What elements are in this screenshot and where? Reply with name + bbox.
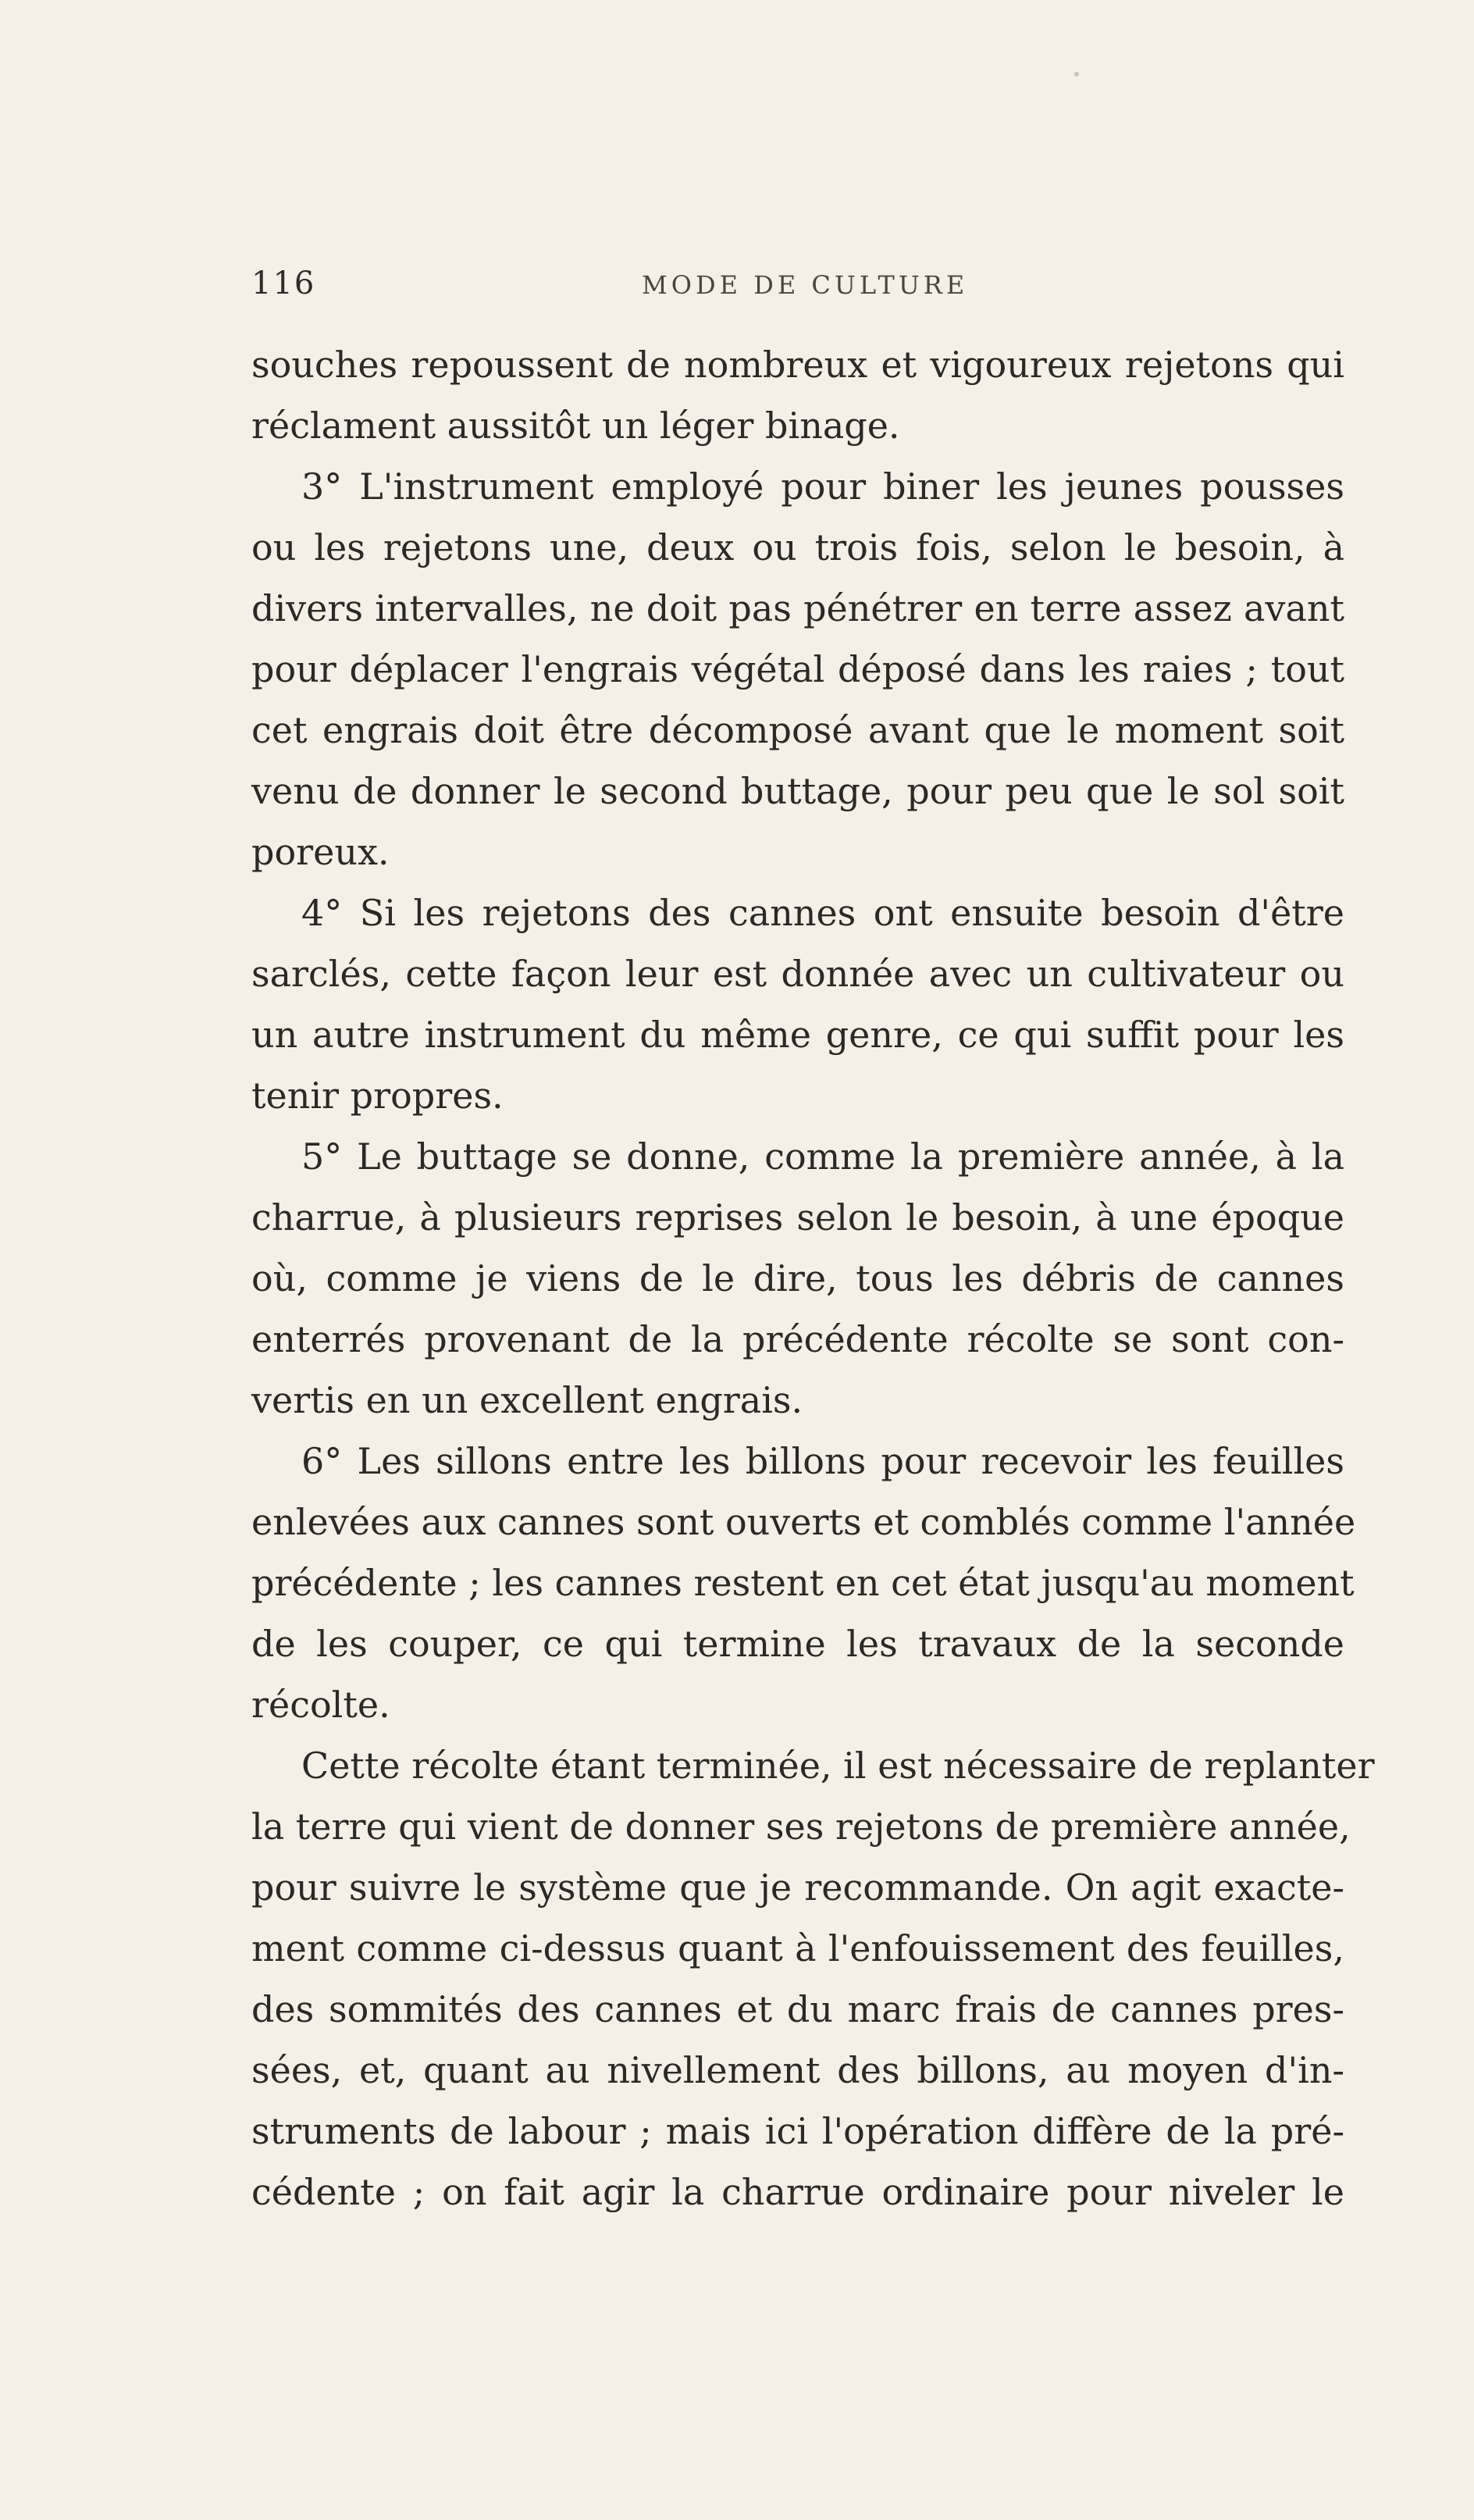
text-line: venu de donner le second buttage, pour peu que le sol soit [251,770,1344,812]
text-line: récolte. [251,1684,390,1726]
text-line: 3° L'instrument employé pour biner les jeunes pousses [301,465,1344,508]
text-line: charrue, à plusieurs reprises selon le besoin, à une époque [251,1196,1344,1239]
text-line: un autre instrument du même genre, ce qui suffit pour les [251,1014,1344,1056]
text-line: réclament aussitôt un léger binage. [251,405,900,447]
text-line: de les couper, ce qui termine les travaux de la seconde [251,1623,1344,1665]
text-line: où, comme je viens de le dire, tous les débris de cannes [251,1257,1344,1299]
paper-speck [1074,72,1079,77]
text-line: pour suivre le système que je recommande. On agit exacte- [251,1866,1344,1909]
text-line: Cette récolte étant terminée, il est nécessaire de replanter [301,1745,1375,1787]
text-line: des sommités des cannes et du marc frais de cannes pres- [251,1988,1344,2030]
text-line: tenir propres. [251,1075,504,1117]
text-line: 4° Si les rejetons des cannes ont ensuite besoin d'être [301,892,1344,934]
page-number: 116 [251,266,316,301]
text-line: 5° Le buttage se donne, comme la première année, à la [301,1135,1344,1178]
text-line: ment comme ci-dessus quant à l'enfouissement des feuilles, [251,1927,1344,1969]
text-line: struments de labour ; mais ici l'opération diffère de la pré- [251,2110,1344,2152]
text-line: cédente ; on fait agir la charrue ordinaire pour niveler le [251,2171,1344,2213]
running-head-title: MODE DE CULTURE [642,270,969,300]
text-line: sées, et, quant au nivellement des billons, au moyen d'in- [251,2049,1344,2091]
text-line: enterrés provenant de la précédente récolte se sont con- [251,1318,1344,1360]
text-line: poreux. [251,831,390,873]
text-line: vertis en un excellent engrais. [251,1379,803,1421]
text-line: 6° Les sillons entre les billons pour recevoir les feuilles [301,1440,1344,1482]
running-head [251,266,1344,305]
text-line: précédente ; les cannes restent en cet état jusqu'au moment [251,1562,1355,1604]
body-text [251,334,1375,2222]
text-line: la terre qui vient de donner ses rejetons de première année, [251,1805,1351,1848]
text-line: souches repoussent de nombreux et vigoureux rejetons qui [251,344,1344,386]
text-line: enlevées aux cannes sont ouverts et comblés comme l'année [251,1501,1356,1543]
text-line: pour déplacer l'engrais végétal déposé dans les raies ; tout [251,648,1344,690]
text-line: divers intervalles, ne doit pas pénétrer en terre assez avant [251,587,1344,629]
text-line: sarclés, cette façon leur est donnée avec un cultivateur ou [251,953,1344,995]
text-line: ou les rejetons une, deux ou trois fois, selon le besoin, à [251,526,1344,569]
text-line: cet engrais doit être décomposé avant que le moment soit [251,709,1344,751]
